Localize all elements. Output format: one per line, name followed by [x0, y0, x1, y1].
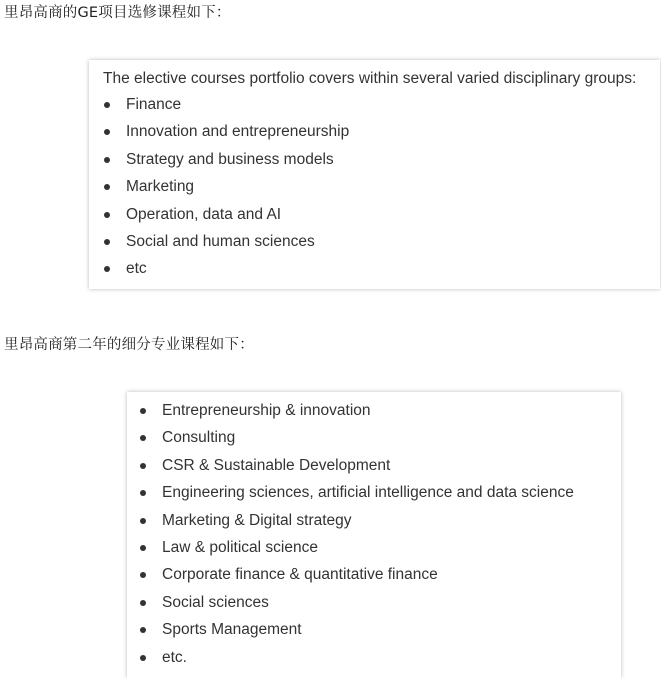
bullet-icon: [140, 600, 146, 606]
list-item-label: Social and human sciences: [126, 232, 315, 250]
bullet-icon: [140, 490, 146, 496]
specialization-courses-list: [139, 401, 574, 675]
list-item: [139, 565, 574, 592]
bullet-icon: [140, 463, 146, 469]
bullet-icon: [140, 435, 146, 441]
elective-courses-list: [103, 95, 349, 287]
list-item: [103, 205, 349, 232]
list-item: [139, 620, 574, 647]
elective-courses-card: [89, 60, 660, 289]
bullet-icon: [104, 239, 110, 245]
list-item-label: Engineering sciences, artificial intelligence and data science: [162, 484, 574, 502]
list-item: [103, 232, 349, 259]
list-item-label: etc: [126, 260, 147, 278]
list-item-label: Marketing: [126, 178, 195, 196]
list-item: [139, 648, 574, 675]
bullet-icon: [140, 545, 146, 551]
list-item-label: Corporate finance & quantitative finance: [162, 566, 438, 584]
bullet-icon: [104, 212, 110, 218]
list-item: [103, 259, 349, 286]
list-item: [103, 150, 349, 177]
bullet-icon: [140, 408, 146, 414]
bullet-icon: [140, 655, 146, 661]
list-item-label: CSR & Sustainable Development: [162, 456, 391, 474]
bullet-icon: [104, 184, 110, 190]
list-item: [139, 483, 574, 510]
list-item: [103, 177, 349, 204]
list-item: [139, 428, 574, 455]
bullet-icon: [104, 266, 110, 272]
list-item-label: Law & political science: [162, 538, 318, 556]
bullet-icon: [140, 627, 146, 633]
list-item: [103, 95, 349, 122]
list-item: [139, 456, 574, 483]
list-item: [139, 538, 574, 565]
specialization-courses-card: [127, 392, 621, 678]
section1-heading: 里昂高商的GE项目选修课程如下：: [4, 5, 231, 21]
list-item-label: Sports Management: [162, 621, 302, 639]
list-item-label: Entrepreneurship & innovation: [162, 402, 371, 419]
bullet-icon: [104, 102, 110, 108]
list-item-label: Social sciences: [162, 593, 269, 611]
list-item-label: Finance: [126, 96, 182, 113]
list-item: [139, 511, 574, 538]
bullet-icon: [104, 157, 110, 163]
list-item-label: Operation, data and AI: [126, 205, 282, 223]
bullet-icon: [140, 518, 146, 524]
list-item-label: Innovation and entrepreneurship: [126, 123, 350, 141]
list-item-label: Consulting: [162, 429, 236, 447]
list-item-label: etc.: [162, 648, 187, 666]
list-item-label: Marketing & Digital strategy: [162, 511, 352, 529]
list-item: [103, 122, 349, 149]
list-item: [139, 593, 574, 620]
elective-courses-intro: The elective courses portfolio covers within several varied disciplinary groups:: [103, 70, 637, 87]
section2-heading: 里昂高商第二年的细分专业课程如下：: [4, 337, 254, 353]
bullet-icon: [104, 129, 110, 135]
list-item-label: Strategy and business models: [126, 150, 334, 168]
bullet-icon: [140, 572, 146, 578]
list-item: [139, 401, 574, 428]
